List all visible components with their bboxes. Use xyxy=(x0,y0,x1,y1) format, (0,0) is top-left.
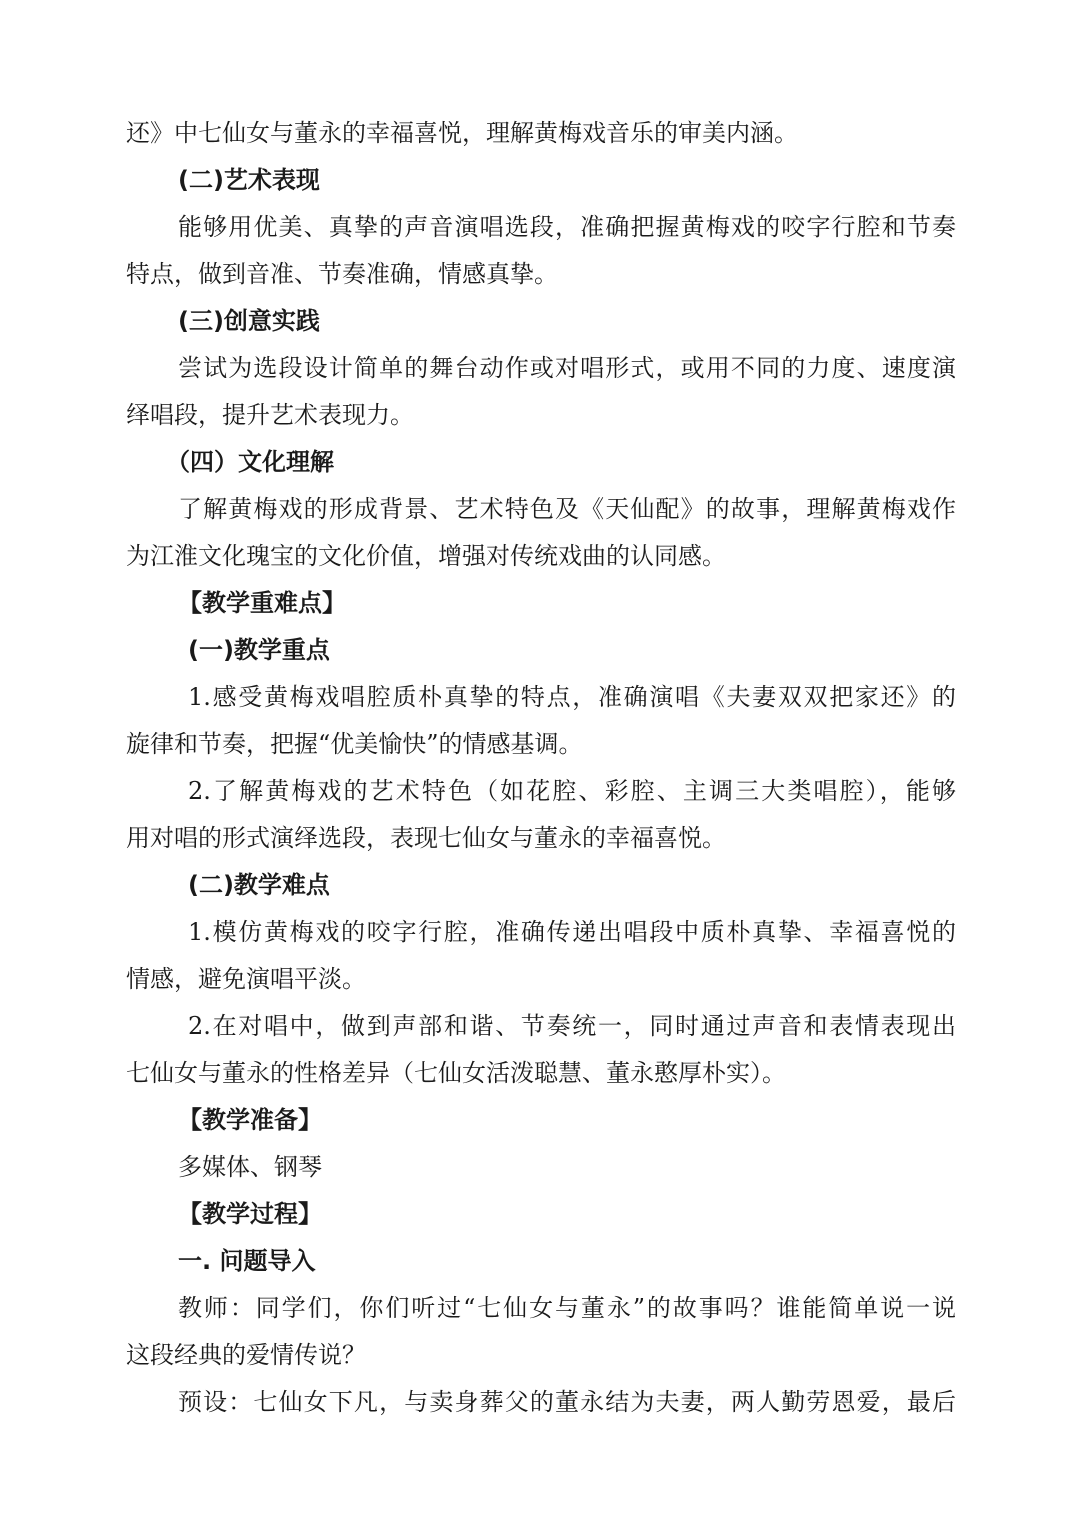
subsection-heading-question-intro: 一. 问题导入 xyxy=(178,1247,316,1275)
section-heading-teaching-preparation: 【教学准备】 xyxy=(178,1106,322,1134)
body-line: 旋律和节奏，把握“优美愉快”的情感基调。 xyxy=(126,730,583,758)
body-line: 预设：七仙女下凡，与卖身葬父的董永结为夫妻，两人勤劳恩爱，最后 xyxy=(178,1388,956,1416)
subsection-heading-difficult-points: (二)教学难点 xyxy=(188,871,330,899)
body-line: 还》中七仙女与董永的幸福喜悦，理解黄梅戏音乐的审美内涵。 xyxy=(126,119,798,147)
body-line: 能够用优美、真挚的声音演唱选段，准确把握黄梅戏的咬字行腔和节奏 xyxy=(178,213,956,241)
body-line: 用对唱的形式演绎选段，表现七仙女与董永的幸福喜悦。 xyxy=(126,824,726,852)
body-line: 2.了解黄梅戏的艺术特色（如花腔、彩腔、主调三大类唱腔），能够 xyxy=(188,777,956,805)
body-line: 多媒体、钢琴 xyxy=(178,1153,322,1181)
body-line: 尝试为选段设计简单的舞台动作或对唱形式，或用不同的力度、速度演 xyxy=(178,354,956,382)
body-line: 1.感受黄梅戏唱腔质朴真挚的特点，准确演唱《夫妻双双把家还》的 xyxy=(188,683,956,711)
body-line: 1.模仿黄梅戏的咬字行腔，准确传递出唱段中质朴真挚、幸福喜悦的 xyxy=(188,918,956,946)
body-line: 为江淮文化瑰宝的文化价值，增强对传统戏曲的认同感。 xyxy=(126,542,726,570)
section-heading-teaching-process: 【教学过程】 xyxy=(178,1200,322,1228)
body-line: 教师：同学们，你们听过“七仙女与董永”的故事吗？谁能简单说一说 xyxy=(178,1294,956,1322)
subsection-heading-key-points: (一)教学重点 xyxy=(188,636,330,664)
body-line: 七仙女与董永的性格差异（七仙女活泼聪慧、董永憨厚朴实）。 xyxy=(126,1059,786,1087)
body-line: 情感，避免演唱平淡。 xyxy=(126,965,366,993)
body-line: 2.在对唱中，做到声部和谐、节奏统一，同时通过声音和表情表现出 xyxy=(188,1012,956,1040)
body-line: 特点，做到音准、节奏准确，情感真挚。 xyxy=(126,260,558,288)
section-heading-art-expression: (二)艺术表现 xyxy=(178,166,320,194)
body-line: 绎唱段，提升艺术表现力。 xyxy=(126,401,414,429)
body-line: 这段经典的爱情传说？ xyxy=(126,1341,366,1369)
section-heading-creative-practice: (三)创意实践 xyxy=(178,307,320,335)
section-heading-key-difficult-points: 【教学重难点】 xyxy=(178,589,346,617)
section-heading-cultural-understanding: （四）文化理解 xyxy=(166,448,334,476)
body-line: 了解黄梅戏的形成背景、艺术特色及《天仙配》的故事，理解黄梅戏作 xyxy=(178,495,956,523)
